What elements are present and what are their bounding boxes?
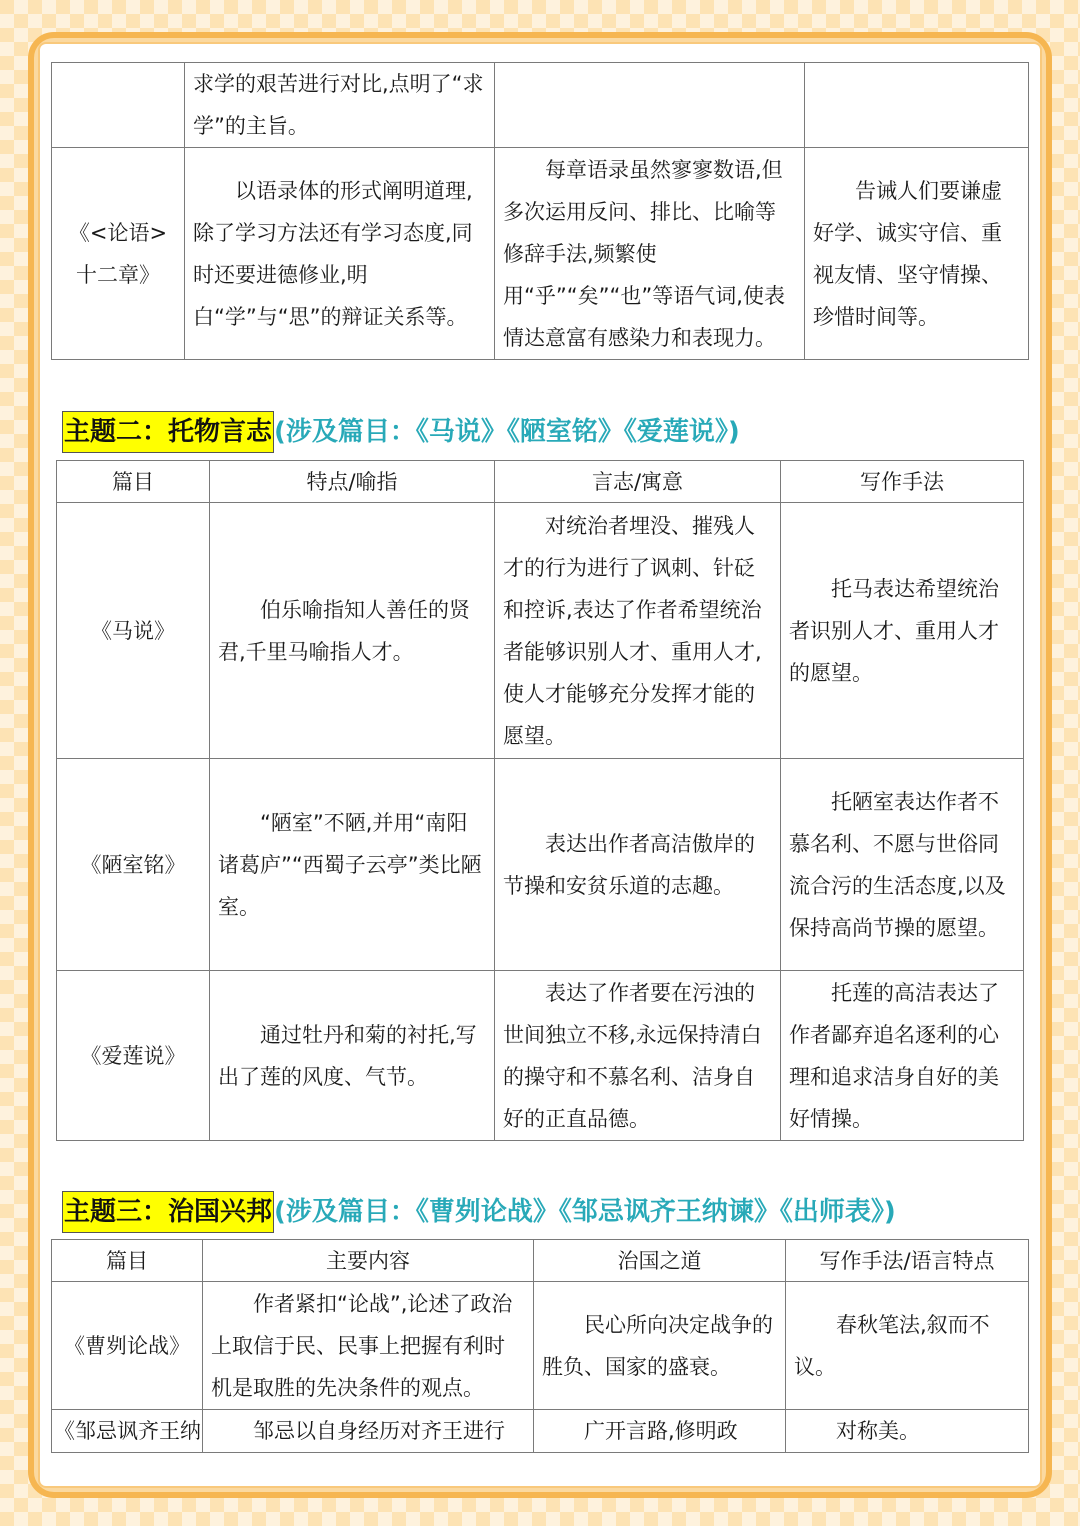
cell-title: 《曹刿论战》 (52, 1282, 203, 1410)
cell-title: 《马说》 (57, 503, 210, 759)
cell-meaning: 表达了作者要在污浊的世间独立不移,永远保持清白的操守和不慕名利、洁身自好的正直品德。 (495, 971, 781, 1141)
table-row (52, 63, 1029, 148)
table-theme-three (51, 1239, 1029, 1453)
column-header: 言志/寓意 (495, 461, 781, 503)
cell-feature: 伯乐喻指知人善任的贤君,千里马喻指人才。 (210, 503, 495, 759)
section-heading-2 (62, 410, 740, 454)
cell-technique: 春秋笔法,叙而不议。 (786, 1282, 1029, 1410)
cell-title: 《爱莲说》 (57, 971, 210, 1141)
cell-governance: 民心所向决定战争的胜负、国家的盛衰。 (534, 1282, 786, 1410)
table-row (57, 503, 1024, 759)
cell-technique: 托马表达希望统治者识别人才、重用人才的愿望。 (781, 503, 1024, 759)
section-title-highlight: 主题二：托物言志 (62, 411, 274, 453)
section-subtitle: (涉及篇目：《曹刿论战》《邹忌讽齐王纳谏》《出师表》) (274, 1197, 896, 1227)
cell-col4 (805, 63, 1029, 148)
table-header-row (57, 461, 1024, 503)
table-theme-one-continued (51, 62, 1029, 360)
cell-col3: 每章语录虽然寥寥数语,但多次运用反问、排比、比喻等修辞手法,频繁使用“乎”“矣”“也”等语气词,使表情达意富有感染力和表现力。 (495, 148, 805, 360)
cell-title: 《<论语>十二章》 (52, 148, 185, 360)
cell-content: 邹忌以自身经历对齐王进行 (203, 1410, 534, 1453)
table-row (52, 1410, 1029, 1453)
table-row (52, 1282, 1029, 1410)
cell-technique: 托陋室表达作者不慕名利、不愿与世俗同流合污的生活态度,以及保持高尚节操的愿望。 (781, 759, 1024, 971)
table-row (57, 759, 1024, 971)
cell-content: 作者紧扣“论战”,论述了政治上取信于民、民事上把握有利时机是取胜的先决条件的观点。 (203, 1282, 534, 1410)
cell-feature: 通过牡丹和菊的衬托,写出了莲的风度、气节。 (210, 971, 495, 1141)
table-header-row (52, 1240, 1029, 1282)
cell-feature: “陋室”不陋,并用“南阳诸葛庐”“西蜀子云亭”类比陋室。 (210, 759, 495, 971)
column-header: 篇目 (57, 461, 210, 503)
column-header: 治国之道 (534, 1240, 786, 1282)
cell-content: 求学的艰苦进行对比,点明了“求学”的主旨。 (185, 63, 495, 148)
cell-col4: 告诫人们要谦虚好学、诚实守信、重视友情、坚守情操、珍惜时间等。 (805, 148, 1029, 360)
cell-content: 以语录体的形式阐明道理,除了学习方法还有学习态度,同时还要进德修业,明白“学”与“思”的辩证关系等。 (185, 148, 495, 360)
cell-meaning: 对统治者埋没、摧残人才的行为进行了讽刺、针砭和控诉,表达了作者希望统治者能够识别人才、重用人才,使人才能够充分发挥才能的愿望。 (495, 503, 781, 759)
cell-technique: 对称美。 (786, 1410, 1029, 1453)
table-row (52, 148, 1029, 360)
section-heading-3 (62, 1190, 896, 1234)
cell-title: 《邹忌讽齐王纳 (52, 1410, 203, 1453)
column-header: 篇目 (52, 1240, 203, 1282)
column-header: 特点/喻指 (210, 461, 495, 503)
column-header: 写作手法 (781, 461, 1024, 503)
cell-governance: 广开言路,修明政 (534, 1410, 786, 1453)
page-paper (40, 44, 1040, 1486)
cell-title: 《陋室铭》 (57, 759, 210, 971)
cell-technique: 托莲的高洁表达了作者鄙弃追名逐利的心理和追求洁身自好的美好情操。 (781, 971, 1024, 1141)
column-header: 写作手法/语言特点 (786, 1240, 1029, 1282)
table-theme-two (56, 460, 1024, 1141)
column-header: 主要内容 (203, 1240, 534, 1282)
section-title-highlight: 主题三：治国兴邦 (62, 1191, 274, 1233)
table-row (57, 971, 1024, 1141)
cell-meaning: 表达出作者高洁傲岸的节操和安贫乐道的志趣。 (495, 759, 781, 971)
section-subtitle: (涉及篇目：《马说》《陋室铭》《爱莲说》) (274, 417, 740, 447)
cell-col3 (495, 63, 805, 148)
cell-title (52, 63, 185, 148)
